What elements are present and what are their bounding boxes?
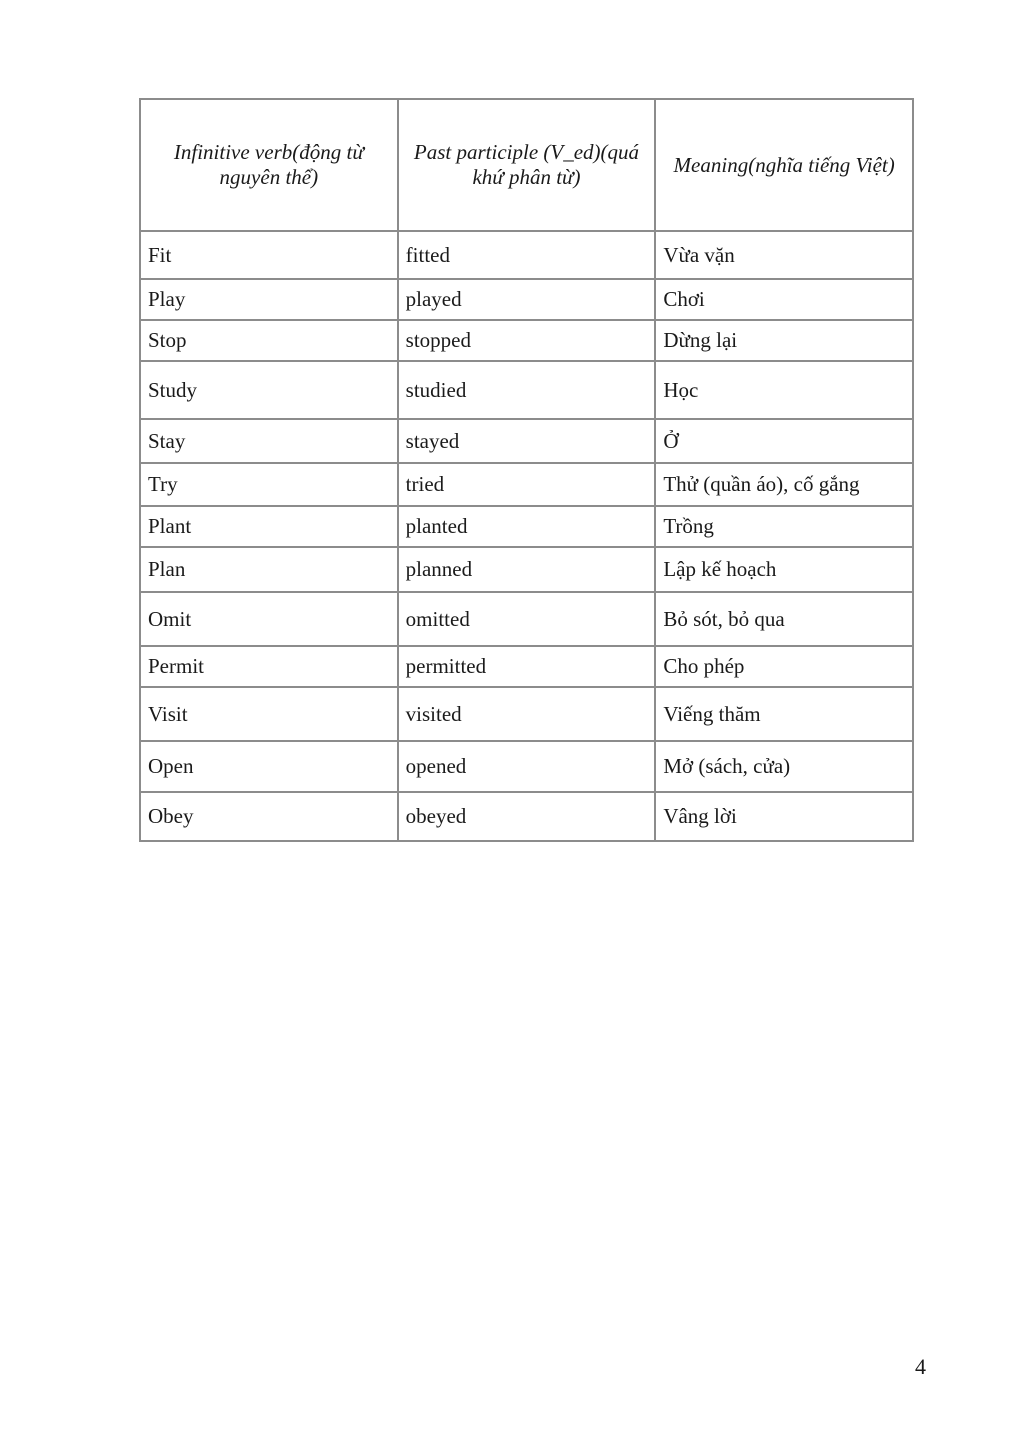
table-row (140, 792, 913, 841)
cell-infinitive: Permit (140, 646, 398, 687)
header-meaning: Meaning(nghĩa tiếng Việt) (655, 99, 913, 231)
cell-infinitive: Plan (140, 547, 398, 592)
page-number: 4 (915, 1354, 926, 1379)
cell-infinitive: Visit (140, 687, 398, 741)
table-row (140, 361, 913, 419)
cell-past-participle: stayed (398, 419, 656, 463)
cell-past-participle: opened (398, 741, 656, 792)
table-header-row (140, 99, 913, 231)
cell-past-participle: planted (398, 506, 656, 547)
cell-past-participle: permitted (398, 646, 656, 687)
table-row (140, 463, 913, 506)
table-row (140, 741, 913, 792)
cell-past-participle: omitted (398, 592, 656, 646)
cell-meaning: Dừng lại (655, 320, 913, 361)
cell-infinitive: Study (140, 361, 398, 419)
table-row (140, 419, 913, 463)
cell-infinitive: Play (140, 279, 398, 320)
table-row (140, 231, 913, 279)
cell-past-participle: played (398, 279, 656, 320)
verb-table (139, 98, 914, 842)
table-row (140, 279, 913, 320)
cell-meaning: Mở (sách, cửa) (655, 741, 913, 792)
cell-meaning: Chơi (655, 279, 913, 320)
cell-infinitive: Plant (140, 506, 398, 547)
cell-meaning: Ở (655, 419, 913, 463)
cell-infinitive: Fit (140, 231, 398, 279)
table-row (140, 646, 913, 687)
table-body (140, 231, 913, 841)
cell-infinitive: Obey (140, 792, 398, 841)
cell-meaning: Vừa vặn (655, 231, 913, 279)
header-infinitive: Infinitive verb(động từ nguyên thể) (140, 99, 398, 231)
cell-meaning: Trồng (655, 506, 913, 547)
cell-past-participle: stopped (398, 320, 656, 361)
cell-infinitive: Try (140, 463, 398, 506)
table-row (140, 592, 913, 646)
cell-past-participle: planned (398, 547, 656, 592)
cell-meaning: Cho phép (655, 646, 913, 687)
header-past-participle: Past participle (V_ed)(quá khứ phân từ) (398, 99, 656, 231)
table-row (140, 506, 913, 547)
cell-past-participle: tried (398, 463, 656, 506)
cell-meaning: Thử (quần áo), cố gắng (655, 463, 913, 506)
cell-past-participle: obeyed (398, 792, 656, 841)
cell-infinitive: Omit (140, 592, 398, 646)
cell-past-participle: fitted (398, 231, 656, 279)
table-row (140, 547, 913, 592)
cell-infinitive: Open (140, 741, 398, 792)
cell-past-participle: studied (398, 361, 656, 419)
cell-infinitive: Stop (140, 320, 398, 361)
cell-past-participle: visited (398, 687, 656, 741)
cell-meaning: Viếng thăm (655, 687, 913, 741)
table-row (140, 320, 913, 361)
cell-meaning: Học (655, 361, 913, 419)
cell-meaning: Bỏ sót, bỏ qua (655, 592, 913, 646)
cell-meaning: Vâng lời (655, 792, 913, 841)
cell-meaning: Lập kế hoạch (655, 547, 913, 592)
cell-infinitive: Stay (140, 419, 398, 463)
table-row (140, 687, 913, 741)
